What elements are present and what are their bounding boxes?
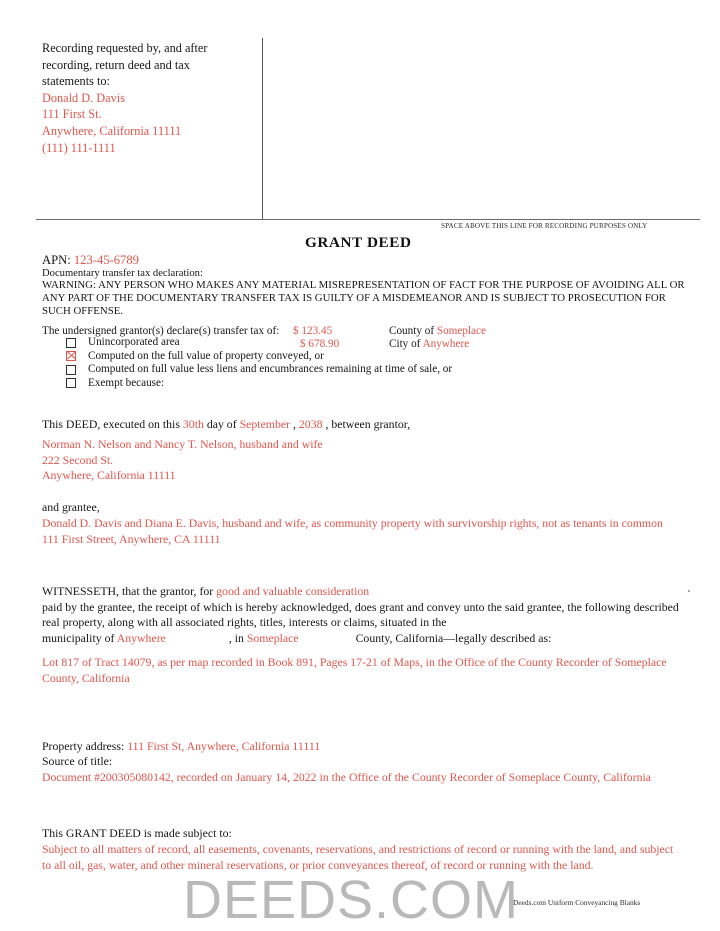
subject-to-value: Subject to all matters of record, all easements, covenants, reservations, and restrictions of record or running with the land, and subject to all oil, gas, water, and other mineral reservations, or prior conveyances thereof, of record or running with the land. — [42, 842, 674, 872]
witnesseth-municipality-label: municipality of — [42, 630, 115, 645]
return-address-phone: (111) 111-1111 — [42, 140, 116, 155]
vertical-divider — [262, 38, 263, 220]
horizontal-divider — [36, 219, 700, 220]
transfer-tax-option-label: Exempt because: — [88, 376, 165, 389]
apn-row — [42, 253, 139, 267]
return-address-name: Donald D. Davis — [42, 90, 125, 105]
transfer-tax-option-label: Unincorporated area — [88, 336, 180, 348]
witnesseth-paragraph — [42, 584, 688, 646]
transfer-tax-option[interactable] — [66, 336, 452, 350]
transfer-tax-declaration-label: Documentary transfer tax declaration: — [42, 268, 203, 279]
grantor-city-state-zip: Anywhere, California 11111 — [42, 468, 176, 483]
witnesseth-in-label: , in — [228, 630, 244, 645]
transfer-tax-option[interactable] — [66, 377, 452, 391]
transfer-tax-warning: WARNING: ANY PERSON WHO MAKES ANY MATERIAL MISREPRESENTATION OF FACT FOR THE PURPOSE OF AVOIDING ALL OR ANY PART OF THE DOCUMENTARY TRANSFER TAX IS GUILTY OF A MISDEMEANOR AND IS SUBJECT TO PROSECUTION FOR SUCH OFFENSE. — [42, 279, 685, 318]
legal-description: Lot 817 of Tract 14079, as per map recorded in Book 891, Pages 17-21 of Maps, in the Office of the County Recorder of Someplace County, California — [42, 655, 667, 685]
execution-year: 2038 — [298, 417, 323, 431]
execution-day: 30th — [182, 417, 204, 431]
transfer-tax-option-label: Computed on the full value of property conveyed, or — [88, 349, 324, 362]
grantor-street: 222 Second St. — [42, 452, 114, 467]
return-address-city-state-zip: Anywhere, California 11111 — [42, 123, 182, 138]
checkbox-icon[interactable] — [66, 338, 76, 348]
property-address-value: 111 First St, Anywhere, California 11111 — [127, 739, 321, 753]
execution-day-of-label: day of — [206, 417, 237, 431]
space-above-line-notice: SPACE ABOVE THIS LINE FOR RECORDING PURPOSES ONLY — [441, 222, 648, 230]
transfer-tax-amount-1: $ 123.45 — [293, 325, 333, 337]
apn-value: 123-45-6789 — [73, 253, 139, 267]
transfer-tax-option-label: Computed on full value less liens and encumbrances remaining at time of sale, or — [88, 363, 453, 376]
checkbox-checked-icon[interactable] — [66, 351, 76, 361]
return-address-block — [42, 40, 257, 156]
execution-prefix: This DEED, executed on this — [42, 417, 180, 431]
transfer-tax-amount-2: $ 678.90 — [300, 338, 340, 350]
deeds-com-watermark: DEEDS.COM — [183, 870, 520, 930]
stray-mark — [688, 590, 690, 592]
page-title: GRANT DEED — [305, 234, 412, 251]
city-of-value: Anywhere — [422, 338, 470, 350]
county-of-value: Someplace — [436, 325, 486, 337]
execution-line — [42, 417, 410, 431]
witnesseth-part-1: WITNESSETH, that the grantor, for — [42, 584, 214, 598]
grantor-names: Norman N. Nelson and Nancy T. Nelson, husband and wife — [42, 437, 323, 451]
recording-instruction-line-3: statements to: — [42, 74, 110, 89]
transfer-tax-options — [66, 336, 452, 390]
recording-instruction-line-2: recording, return deed and tax — [42, 57, 190, 72]
transfer-tax-option[interactable] — [66, 350, 452, 364]
witnesseth-county-suffix: County, California—legally described as: — [355, 630, 552, 645]
checkbox-icon[interactable] — [66, 365, 76, 375]
witnesseth-part-2: paid by the grantee, the receipt of which is hereby acknowledged, does grant and convey unto the said grantee, the following described real property, along with all associated rights, titles, interests or claims, situated in the — [42, 599, 679, 630]
source-of-title-label: Source of title: — [42, 754, 113, 768]
footer-note: Deeds.com Uniform Conveyancing Blanks — [513, 898, 641, 907]
checkbox-icon[interactable] — [66, 378, 76, 388]
city-of-label: City of — [389, 338, 421, 350]
property-address-label: Property address: — [42, 739, 125, 753]
transfer-tax-option[interactable] — [66, 363, 452, 377]
county-of-label: County of — [389, 325, 435, 337]
grantee-block — [42, 516, 680, 547]
return-address-street: 111 First St. — [42, 107, 102, 122]
property-address-row — [42, 739, 320, 753]
witnesseth-county-value: Someplace — [246, 630, 299, 645]
witnesseth-municipality-value: Anywhere — [116, 630, 166, 645]
execution-comma: , — [293, 417, 299, 431]
execution-month: September — [239, 417, 291, 431]
recording-instruction-line-1: Recording requested by, and after — [42, 41, 208, 55]
grantee-heading: and grantee, — [42, 500, 100, 514]
grantor-block — [42, 437, 323, 484]
transfer-tax-declare-label: The undersigned grantor(s) declare(s) transfer tax of: — [42, 325, 280, 337]
subject-to-heading: This GRANT DEED is made subject to: — [42, 826, 232, 840]
apn-label: APN: — [42, 253, 71, 267]
grantee-names: Donald D. Davis and Diana E. Davis, husband and wife, as community property with survivorship rights, not as tenants in common — [42, 516, 663, 530]
execution-suffix: , between grantor, — [325, 417, 411, 431]
grantee-address: 111 First Street, Anywhere, CA 11111 — [42, 531, 221, 546]
witnesseth-consideration: good and valuable consideration — [216, 584, 370, 598]
source-of-title-value: Document #200305080142, recorded on January 14, 2022 in the Office of the County Recorder of Someplace County, California — [42, 770, 652, 784]
